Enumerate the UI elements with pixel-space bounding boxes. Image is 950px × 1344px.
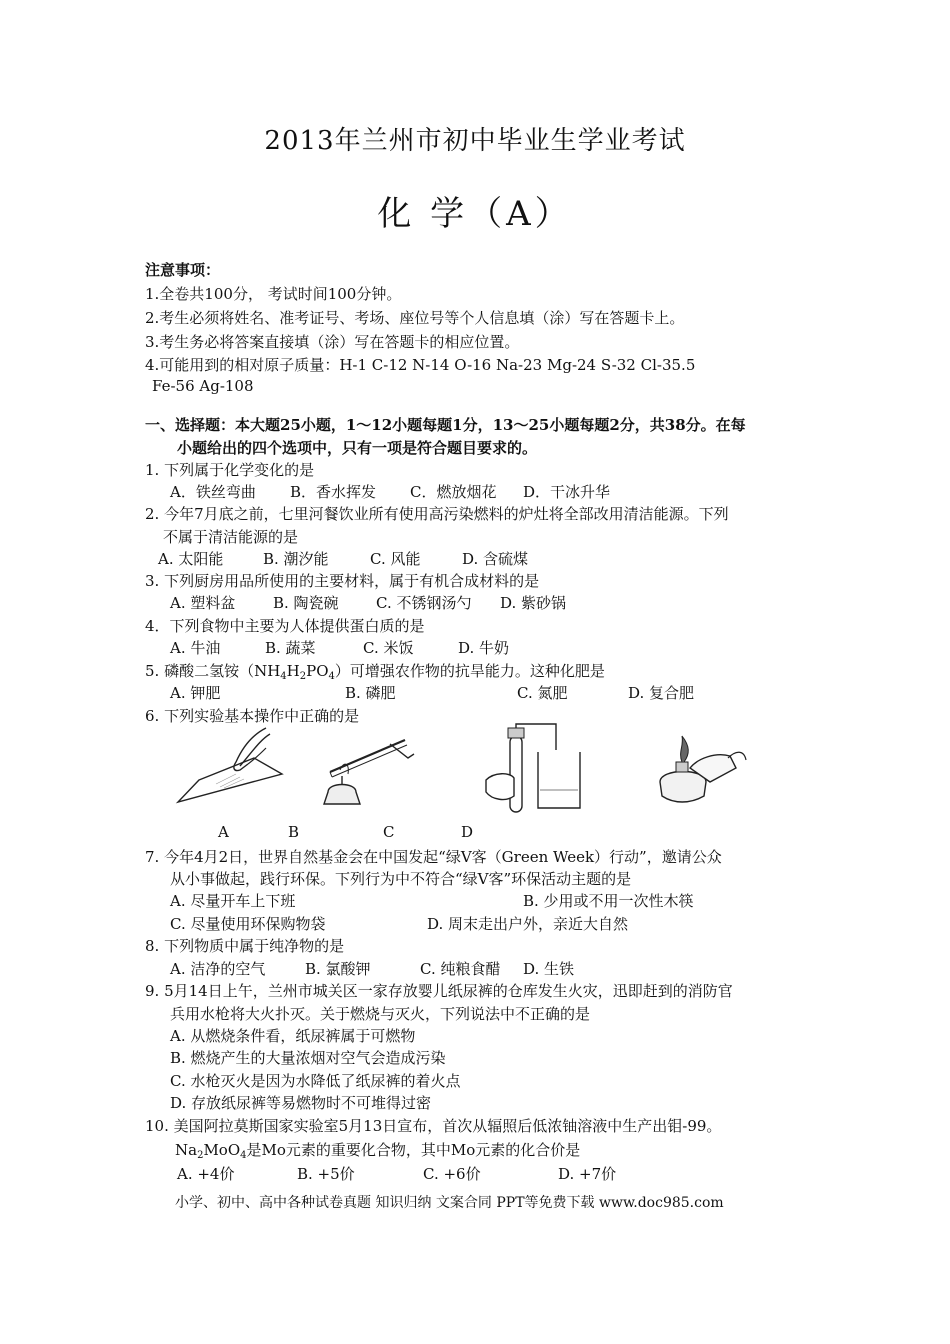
note-2: 2.考生必须将姓名、准考证号、考场、座位号等个人信息填（涂）写在答题卡上。 (145, 309, 685, 327)
q7-option-d: D. 周末走出户外，亲近大自然 (427, 915, 629, 933)
q10-stem-2: $Na_2MoO_4$是Mo元素的重要化合物，其中Mo元素的化合价是 (175, 1141, 581, 1161)
q3-option-a: A. 塑料盆 (170, 594, 236, 612)
q3-stem: 3. 下列厨房用品所使用的主要材料，属于有机合成材料的是 (145, 572, 540, 590)
q4-option-a: A. 牛油 (170, 639, 221, 657)
q1-option-b: B．香水挥发 (290, 483, 377, 501)
q3-option-b: B. 陶瓷碗 (273, 594, 339, 612)
q4-option-c: C. 米饭 (363, 639, 414, 657)
q9-option-c: C. 水枪灭火是因为水降低了纸尿裤的着火点 (170, 1072, 461, 1090)
q4-option-d: D. 牛奶 (458, 639, 510, 657)
note-3: 3.考生务必将答案直接填（涂）写在答题卡的相应位置。 (145, 333, 520, 351)
q9-option-b: B. 燃烧产生的大量浓烟对空气会造成污染 (170, 1049, 446, 1067)
q4-stem: 4．下列食物中主要为人体提供蛋白质的是 (145, 617, 425, 635)
q6-label-b: B (288, 823, 300, 841)
q1-option-d: D．干冰升华 (523, 483, 611, 501)
q8-option-d: D. 生铁 (523, 960, 575, 978)
q8-option-c: C. 纯粮食醋 (420, 960, 501, 978)
q5-stem: 5. 磷酸二氢铵$(NH_4H_2PO_4)$可增强农作物的抗旱能力。这种化肥是 (145, 662, 605, 682)
q6-label-d: D (461, 823, 474, 841)
note-4-cont: Fe-56 Ag-108 (152, 377, 254, 395)
q1-option-a: A．铁丝弯曲 (170, 483, 256, 501)
q2-option-a: A. 太阳能 (158, 550, 224, 568)
q10-option-a: A. +4价 (177, 1165, 235, 1183)
q8-stem: 8. 下列物质中属于纯净物的是 (145, 937, 345, 955)
section-heading-1: 一、选择题：本大题25小题，1～12小题每题1分，13～25小题每题2分，共38分。在每 (145, 416, 746, 434)
notes-heading: 注意事项： (145, 261, 221, 279)
q7-option-c: C. 尽量使用环保购物袋 (170, 915, 326, 933)
q2-stem-1: 2. 今年7月底之前，七里河餐饮业所有使用高污染燃料的炉灶将全部改用清洁能源。下列 (145, 505, 729, 523)
q10-option-d: D. +7价 (558, 1165, 617, 1183)
exam-title: 2013年兰州市初中毕业生学业考试 (264, 126, 686, 156)
q4-option-b: B. 蔬菜 (265, 639, 316, 657)
q6-label-c: C (383, 823, 395, 841)
q5-option-b: B. 磷肥 (345, 684, 396, 702)
subject-title: 化 学（A） (377, 194, 573, 234)
q7-option-b: B. 少用或不用一次性木筷 (523, 892, 694, 910)
q1-option-c: C．燃放烟花 (410, 483, 497, 501)
q6-figures (160, 722, 720, 822)
q7-option-a: A. 尽量开车上下班 (170, 892, 296, 910)
note-4: 4.可能用到的相对原子质量：H-1 C-12 N-14 O-16 Na-23 Mg-24 S-32 Cl-35.5 (145, 356, 696, 374)
q8-option-a: A. 洁净的空气 (170, 960, 266, 978)
figure-c-drawing (480, 722, 610, 822)
q5-option-a: A. 钾肥 (170, 684, 221, 702)
section-heading-2: 小题给出的四个选项中，只有一项是符合题目要求的。 (177, 439, 538, 457)
q5-option-c: C. 氮肥 (517, 684, 568, 702)
q8-option-b: B. 氯酸钾 (305, 960, 371, 978)
q7-stem-1: 7. 今年4月2日，世界自然基金会在中国发起“绿V客（Green Week）行动”，邀请公众 (145, 848, 722, 866)
q6-label-a: A (218, 823, 229, 841)
q9-option-d: D. 存放纸尿裤等易燃物时不可堆得过密 (170, 1094, 432, 1112)
q10-option-b: B. +5价 (297, 1165, 355, 1183)
q3-option-d: D. 紫砂锅 (500, 594, 567, 612)
q10-stem-1: 10. 美国阿拉莫斯国家实验室5月13日宣布，首次从辐照后低浓铀溶液中生产出钼-99。 (145, 1117, 722, 1135)
q2-option-d: D. 含硫煤 (462, 550, 529, 568)
q2-option-c: C. 风能 (370, 550, 421, 568)
figure-b-drawing (310, 722, 420, 812)
q2-option-b: B. 潮汐能 (263, 550, 329, 568)
q3-option-c: C. 不锈钢汤勺 (376, 594, 472, 612)
figure-d-drawing (650, 722, 760, 812)
q9-stem-2: 兵用水枪将大火扑灭。关于燃烧与灭火，下列说法中不正确的是 (170, 1005, 591, 1023)
page-footer: 小学、初中、高中各种试卷真题 知识归纳 文案合同 PPT等免费下载 www.doc985.com (175, 1195, 724, 1211)
q9-option-a: A. 从燃烧条件看，纸尿裤属于可燃物 (170, 1027, 416, 1045)
q2-stem-2: 不属于清洁能源的是 (163, 528, 299, 546)
figure-a-drawing (174, 722, 284, 812)
q7-stem-2: 从小事做起，践行环保。下列行为中不符合“绿V客”环保活动主题的是 (170, 870, 632, 888)
q9-stem-1: 9. 5月14日上午，兰州市城关区一家存放婴儿纸尿裤的仓库发生火灾，迅即赶到的消防官 (145, 982, 733, 1000)
q6-stem: 6. 下列实验基本操作中正确的是 (145, 707, 360, 725)
q5-option-d: D. 复合肥 (628, 684, 695, 702)
q1-stem: 1. 下列属于化学变化的是 (145, 461, 315, 479)
q10-option-c: C. +6价 (423, 1165, 481, 1183)
note-1: 1.全卷共100分， 考试时间100分钟。 (145, 285, 402, 303)
